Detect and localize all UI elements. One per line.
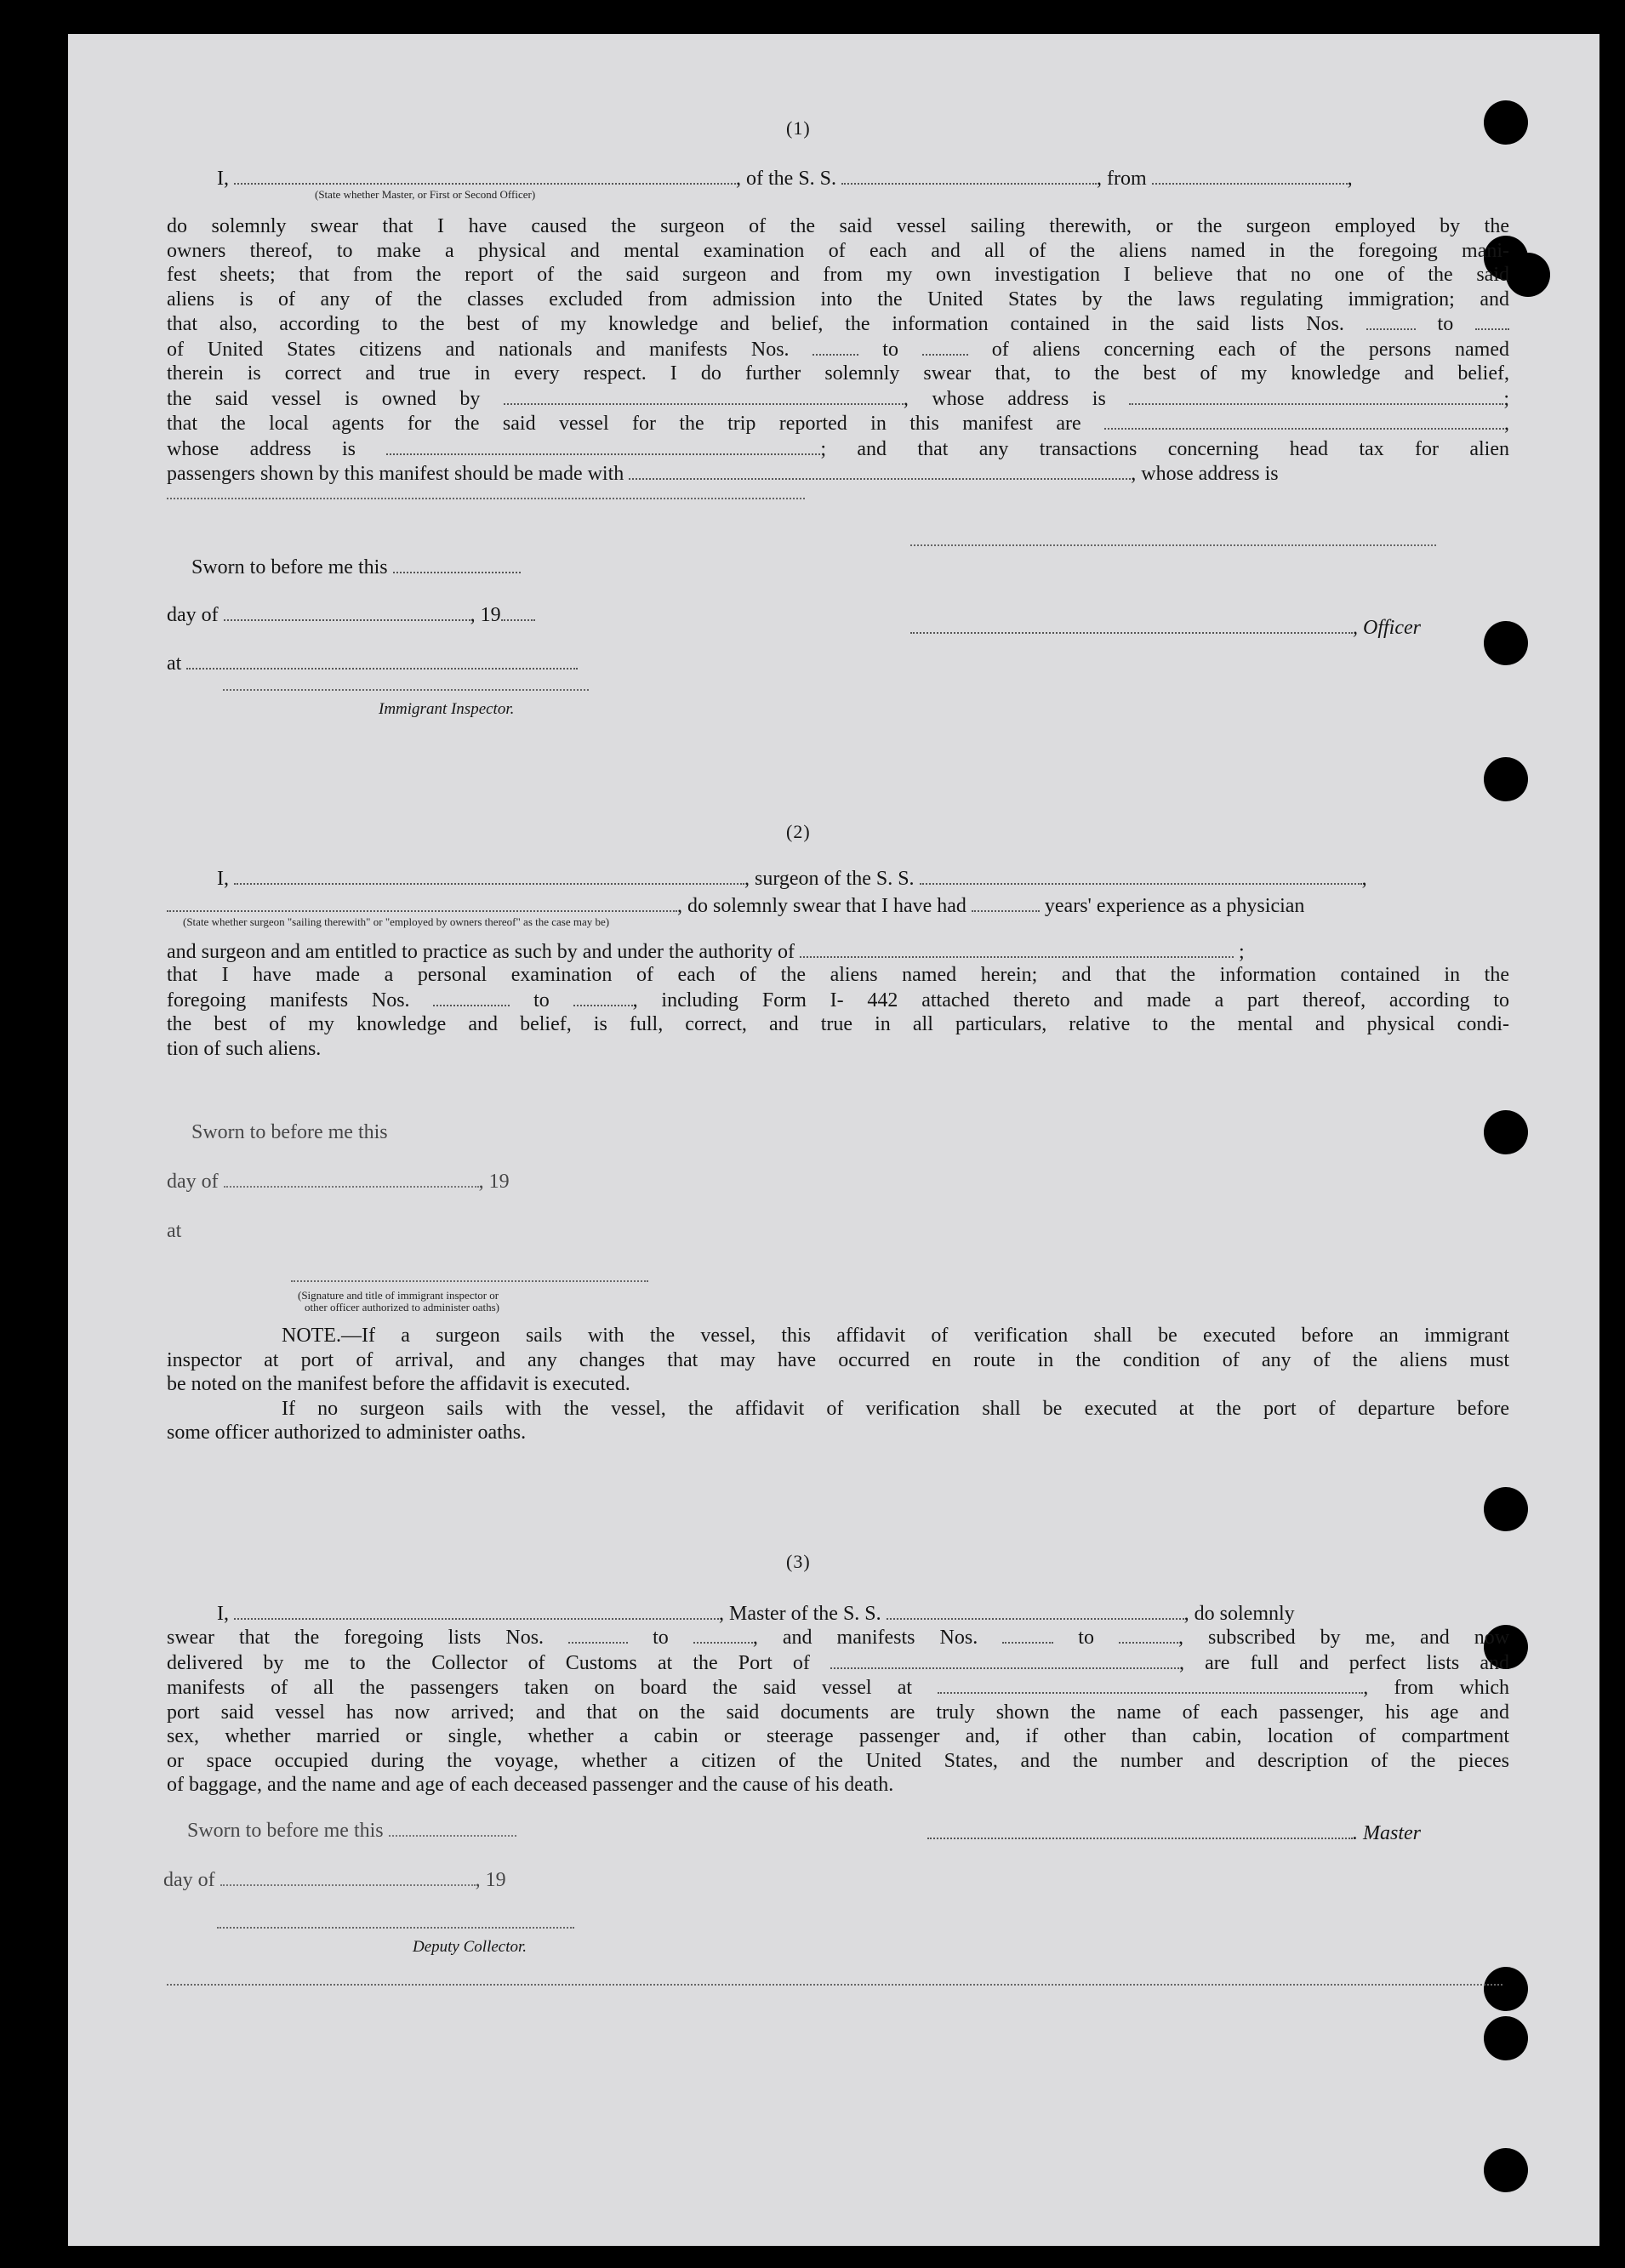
master-line: I, , Master of the S. S. , do solemnly (217, 1603, 1295, 1625)
oath-row-head-tax: passengers shown by this manifest should be made with , whose address is (167, 463, 1279, 485)
master-manifests-from-field[interactable] (1002, 1625, 1053, 1644)
punch-hole (1484, 1967, 1528, 2011)
master-signature-field[interactable] (927, 1821, 1353, 1839)
page-footer-rule (167, 1984, 1502, 1986)
vessel-name-field[interactable] (841, 166, 1097, 185)
officer-signature-field[interactable] (910, 544, 1436, 546)
oath-row: aliens is of any of the classes excluded from admission into the United States by the laws regulating immigration; and (167, 288, 1509, 311)
sworn-date-field[interactable] (389, 1818, 516, 1837)
punch-hole (1484, 100, 1528, 145)
boarding-port-field[interactable] (938, 1675, 1363, 1694)
from-port-field[interactable] (1152, 166, 1348, 185)
surgeon-status-note: (State whether surgeon "sailing therewith" or "employed by owners thereof" as the case may be) (183, 915, 610, 928)
master-oath-text: swear that the foregoing lists Nos. to , and manifests Nos. to , subscribed by me, and now delivered by me to the Collector of Customs at the Port of , are full and perfect lists and manifests of all the passengers taken on board the said vessel at , from which port said vessel has now arrived; and that on the said documents are truly shown the name of each passenger, his age and sex, whether married or single, whether a cabin or steerage passenger and, if other than cabin, location of compartment or space occupied during the voyage, whether a citizen of the United States, and the number and description of the pieces of baggage, and the name and age of each deceased passenger and the cause of his death. (167, 1627, 1510, 1796)
master-lists-to-field[interactable] (693, 1625, 753, 1644)
at-line: at (167, 1220, 182, 1242)
owner-field[interactable] (504, 386, 904, 405)
manifests-to-field[interactable] (922, 337, 968, 356)
punch-hole (1506, 253, 1550, 297)
inspector-signature-field[interactable] (223, 689, 589, 691)
sworn-line: Sworn to before me this (191, 555, 521, 579)
note-heading: NOTE. (282, 1325, 341, 1347)
master-manifests-to-field[interactable] (1119, 1625, 1178, 1644)
at-place-field[interactable] (186, 651, 578, 670)
year-field[interactable] (501, 602, 535, 621)
sworn-line: Sworn to before me this (187, 1818, 516, 1843)
agents-field[interactable] (1104, 411, 1504, 430)
day-line: day of , 19 (163, 1869, 506, 1891)
collector-signature-field[interactable] (217, 1927, 574, 1929)
surgeon-manifests-row: foregoing manifests Nos. to , including Form I- 442 attached thereto and made a part thereof, according to (167, 989, 1509, 1011)
oath-row-lists: that also, according to the best of my knowledge and belief, the information contained in the said lists Nos. to (167, 311, 1509, 337)
master-port-row: delivered by me to the Collector of Customs at the Port of , are full and perfect lists and (167, 1651, 1509, 1674)
section-number: (2) (786, 821, 811, 842)
section-number: (3) (786, 1551, 811, 1572)
officer-title-line: , Officer (910, 615, 1421, 640)
experience-line: , do solemnly swear that I have had years' experience as a physician (167, 893, 1304, 918)
surgeon-manifests-to-field[interactable] (573, 988, 633, 1006)
attesting-note: (Signature and title of immigrant inspector or (298, 1289, 499, 1302)
officer-line: I, , of the S. S. , from , (217, 168, 1353, 190)
officer-name-field[interactable] (234, 166, 736, 185)
punch-hole (1484, 1110, 1528, 1154)
master-lists-from-field[interactable] (568, 1625, 628, 1644)
head-tax-party-field[interactable] (629, 461, 1131, 480)
manifests-from-field[interactable] (812, 337, 858, 356)
oath-row-manifests: of United States citizens and nationals and manifests Nos. to of aliens concerning each of the persons named (167, 338, 1509, 361)
day-field[interactable] (220, 1867, 476, 1886)
surgeon-oath-text: that I have made a personal examination of each of the aliens named herein; and that the information contained in the foregoing manifests Nos. to , including Form I- 442 attached thereto and made a part thereof, according to the best of my knowledge and belief, is full, correct, and true in all particulars, relative to the mental and physical condi- tion of such aliens. (167, 964, 1509, 1060)
oath-row-agents-address: whose address is ; and that any transactions concerning head tax for alien (167, 437, 1509, 460)
punch-hole (1484, 757, 1528, 801)
day-field[interactable] (224, 1169, 479, 1188)
collector-label: Deputy Collector. (413, 1938, 527, 1956)
sworn-line: Sworn to before me this (191, 1121, 388, 1143)
officer-oath-text (167, 214, 1509, 487)
master-vessel-field[interactable] (887, 1601, 1184, 1620)
surgeon-vessel-field[interactable] (920, 866, 1362, 885)
oath-row: fest sheets; that from the report of the said surgeon and from my own investigation I believe that no one of the said (167, 264, 1509, 286)
note-text: NOTE.—If a surgeon sails with the vessel, this affidavit of verification shall be executed before an immigrant inspector at port of arrival, and any changes that may have occurred en route in the condition of any of the aliens must be noted on the manifest before the affidavit is executed. If no surgeon sails with the vessel, the affidavit of verification shall be executed at the port of departure before some officer authorized to administer oaths. (167, 1325, 1509, 1444)
master-lists-row: swear that the foregoing lists Nos. to , and manifests Nos. to , subscribed by me, and now (167, 1627, 1510, 1649)
authority-field[interactable] (800, 939, 1234, 958)
sworn-date-field[interactable] (393, 555, 521, 573)
surgeon-manifests-from-field[interactable] (433, 988, 510, 1006)
at-line: at (167, 651, 578, 675)
manifest-oath-page (68, 34, 1599, 2246)
surgeon-line: I, , surgeon of the S. S. , (217, 868, 1367, 890)
punch-hole (1484, 1487, 1528, 1531)
inspector-label: Immigrant Inspector. (379, 700, 515, 718)
surgeon-status-field[interactable] (167, 893, 677, 912)
surgeon-name-field[interactable] (234, 866, 744, 885)
section-number: (1) (786, 117, 811, 139)
master-boarding-row: manifests of all the passengers taken on board the said vessel at , from which (167, 1677, 1510, 1699)
owner-address-field[interactable] (1129, 386, 1503, 405)
head-tax-address-field[interactable] (167, 498, 805, 499)
collector-port-field[interactable] (830, 1650, 1179, 1669)
attesting-note: other officer authorized to administer oaths) (305, 1301, 499, 1314)
master-signature-line: . Master (927, 1821, 1421, 1845)
oath-row-owner: the said vessel is owned by , whose address is ; (167, 387, 1510, 410)
oath-row: do solemnly swear that I have caused the surgeon of the said vessel sailing therewith, or the surgeon employed by the (167, 215, 1509, 237)
day-line: day of , 19 (167, 1171, 510, 1193)
officer-title-field[interactable] (910, 615, 1353, 634)
lists-from-field[interactable] (1366, 311, 1416, 330)
years-field[interactable] (972, 893, 1040, 912)
oath-row-agents: that the local agents for the said vessel for the trip reported in this manifest are , (167, 413, 1509, 435)
punch-hole (1484, 2148, 1528, 2192)
authority-line: and surgeon and am entitled to practice as such by and under the authority of ; (167, 941, 1245, 963)
day-line: day of , 19 (167, 602, 535, 627)
day-field[interactable] (224, 602, 470, 621)
punch-hole (1484, 2016, 1528, 2060)
master-name-field[interactable] (234, 1601, 719, 1620)
oath-row: owners thereof, to make a physical and mental examination of each and all of the aliens named in the foregoing mani- (167, 239, 1509, 262)
oath-row: therein is correct and true in every respect. I do further solemnly swear that, to the best of my knowledge and belief, (167, 362, 1509, 385)
lists-to-field[interactable] (1475, 311, 1509, 330)
agents-address-field[interactable] (386, 436, 820, 455)
attesting-signature-field[interactable] (291, 1280, 648, 1282)
officer-rank-note: (State whether Master, or First or Second Officer) (315, 188, 536, 201)
punch-hole (1484, 621, 1528, 665)
